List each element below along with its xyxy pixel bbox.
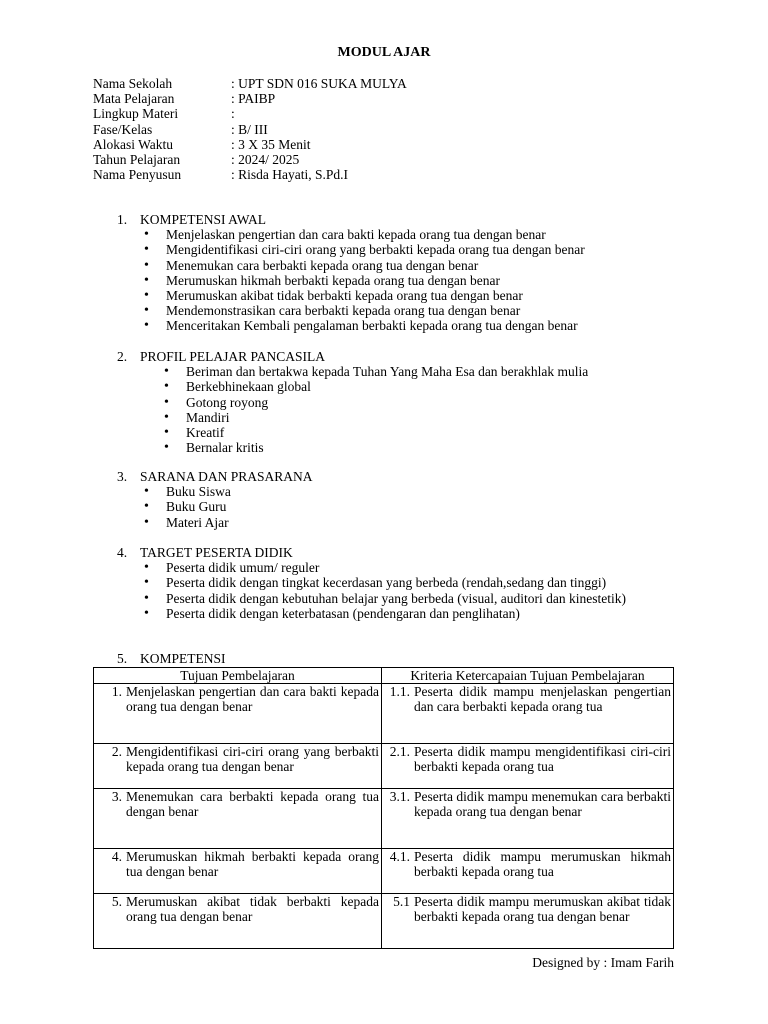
- info-label: Nama Sekolah: [93, 76, 173, 91]
- bullet-list: [166, 560, 674, 621]
- table-row: [94, 744, 674, 789]
- list-item: • Peserta didik dengan keterbatasan (pendengaran dan penglihatan): [166, 606, 674, 621]
- info-row: [93, 152, 407, 167]
- info-label: Alokasi Waktu: [93, 136, 174, 152]
- list-item: • Mendemonstrasikan cara berbakti kepada orang tua dengan benar: [166, 303, 677, 318]
- info-row: [93, 91, 407, 106]
- section-number: 2.: [117, 349, 128, 364]
- table-header: Tujuan Pembelajaran: [94, 668, 382, 684]
- page-title: MODUL AJAR: [337, 45, 431, 60]
- list-item: • Buku Guru: [166, 499, 677, 514]
- row-number: 3.: [111, 789, 122, 805]
- section-number: 1.: [117, 212, 128, 227]
- row-number: 2.1.: [389, 744, 410, 760]
- cell-text: Menemukan cara berbakti kepada orang tua dengan benar: [126, 789, 379, 820]
- table-header-row: [94, 668, 674, 684]
- info-label: Lingkup Materi: [93, 106, 179, 122]
- table-cell: [94, 894, 382, 949]
- info-label: Fase/Kelas: [93, 121, 153, 137]
- section-title: KOMPETENSI AWAL: [140, 212, 267, 227]
- list-item: • Menemukan cara berbakti kepada orang tua dengan benar: [166, 258, 677, 273]
- cell-text: Menjelaskan pengertian dan cara bakti kepada orang tua dengan benar: [126, 684, 379, 715]
- section-kompetensi-awal: [117, 212, 677, 334]
- row-number: 3.1.: [389, 789, 410, 805]
- section-target-peserta: [117, 545, 674, 621]
- table-cell: [382, 744, 674, 789]
- info-row: [93, 167, 407, 182]
- bullet-list: [166, 227, 677, 333]
- info-value: : B/ III: [231, 121, 268, 137]
- section-title: KOMPETENSI: [140, 651, 226, 666]
- table-row: [94, 789, 674, 849]
- list-item: • Buku Siswa: [166, 484, 677, 499]
- section-number: 5.: [117, 651, 128, 666]
- table-cell: [382, 789, 674, 849]
- list-item: • Merumuskan akibat tidak berbakti kepada orang tua dengan benar: [166, 288, 677, 303]
- table-cell: [94, 789, 382, 849]
- table-cell: [94, 849, 382, 894]
- row-number: 1.1.: [389, 684, 410, 700]
- cell-text: Mengidentifikasi ciri-ciri orang yang berbakti kepada orang tua dengan benar: [126, 744, 379, 775]
- list-item: • Mandiri: [186, 410, 677, 425]
- section-sarana: [117, 469, 677, 530]
- cell-text: Peserta didik mampu menjelaskan pengertian dan cara berbakti kepada orang tua: [414, 684, 671, 715]
- section-title: PROFIL PELAJAR PANCASILA: [140, 349, 326, 364]
- info-row: [93, 106, 407, 121]
- info-label: Mata Pelajaran: [93, 91, 175, 107]
- info-label: Tahun Pelajaran: [93, 152, 181, 168]
- bullet-list: [166, 484, 677, 530]
- table-cell: [94, 744, 382, 789]
- list-item: • Peserta didik dengan tingkat kecerdasan yang berbeda (rendah,sedang dan tinggi): [166, 575, 674, 590]
- list-item: • Peserta didik dengan kebutuhan belajar yang berbeda (visual, auditori dan kinestetik): [166, 591, 674, 606]
- list-item: • Kreatif: [186, 425, 677, 440]
- kompetensi-table: [93, 667, 674, 949]
- list-item: • Beriman dan bertakwa kepada Tuhan Yang Maha Esa dan berakhlak mulia: [186, 364, 677, 379]
- row-number: 2.: [111, 744, 122, 760]
- section-title: SARANA DAN PRASARANA: [140, 469, 313, 484]
- row-number: 5.1: [393, 894, 410, 910]
- list-item: • Bernalar kritis: [186, 440, 677, 455]
- section-number: 3.: [117, 469, 128, 484]
- info-value: : Risda Hayati, S.Pd.I: [231, 167, 348, 183]
- cell-text: Merumuskan hikmah berbakti kepada orang tua dengan benar: [126, 849, 379, 880]
- info-value: :: [231, 106, 235, 122]
- section-title: TARGET PESERTA DIDIK: [140, 545, 293, 560]
- info-block: [93, 76, 407, 182]
- info-row: [93, 76, 407, 91]
- cell-text: Peserta didik mampu merumuskan akibat tidak berbakti kepada orang tua dengan benar: [414, 894, 671, 925]
- bullet-list: [186, 364, 677, 455]
- info-value: : 3 X 35 Menit: [231, 136, 311, 152]
- info-value: : UPT SDN 016 SUKA MULYA: [231, 76, 407, 91]
- section-number: 4.: [117, 545, 128, 560]
- table-row: [94, 684, 674, 744]
- row-number: 5.: [111, 894, 122, 910]
- cell-text: Merumuskan akibat tidak berbakti kepada orang tua dengan benar: [126, 894, 379, 925]
- row-number: 1.: [111, 684, 122, 700]
- cell-text: Peserta didik mampu merumuskan hikmah berbakti kepada orang tua: [414, 849, 671, 880]
- list-item: • Materi Ajar: [166, 515, 677, 530]
- info-row: [93, 122, 407, 137]
- list-item: • Mengidentifikasi ciri-ciri orang yang berbakti kepada orang tua dengan benar: [166, 242, 677, 257]
- section-profil-pelajar: [117, 349, 677, 455]
- table-cell: [382, 849, 674, 894]
- table-cell: [94, 684, 382, 744]
- footer-credit: Designed by : Imam Farih: [532, 955, 674, 970]
- table-cell: [382, 894, 674, 949]
- info-value: : PAIBP: [231, 91, 276, 107]
- info-label: Nama Penyusun: [93, 167, 182, 183]
- table-cell: [382, 684, 674, 744]
- list-item: • Menceritakan Kembali pengalaman berbakti kepada orang tua dengan benar: [166, 318, 677, 333]
- table-row: [94, 894, 674, 949]
- list-item: • Peserta didik umum/ reguler: [166, 560, 674, 575]
- table-header: Kriteria Ketercapaian Tujuan Pembelajaran: [382, 668, 674, 684]
- list-item: • Gotong royong: [186, 395, 677, 410]
- list-item: • Merumuskan hikmah berbakti kepada orang tua dengan benar: [166, 273, 677, 288]
- row-number: 4.: [111, 849, 122, 865]
- cell-text: Peserta didik mampu menemukan cara berbakti kepada orang tua dengan benar: [414, 789, 671, 820]
- info-value: : 2024/ 2025: [231, 152, 300, 168]
- section-kompetensi: [117, 651, 677, 666]
- table-row: [94, 849, 674, 894]
- row-number: 4.1.: [389, 849, 410, 865]
- list-item: • Menjelaskan pengertian dan cara bakti kepada orang tua dengan benar: [166, 227, 677, 242]
- list-item: • Berkebhinekaan global: [186, 379, 677, 394]
- cell-text: Peserta didik mampu mengidentifikasi ciri-ciri berbakti kepada orang tua: [414, 744, 671, 775]
- info-row: [93, 137, 407, 152]
